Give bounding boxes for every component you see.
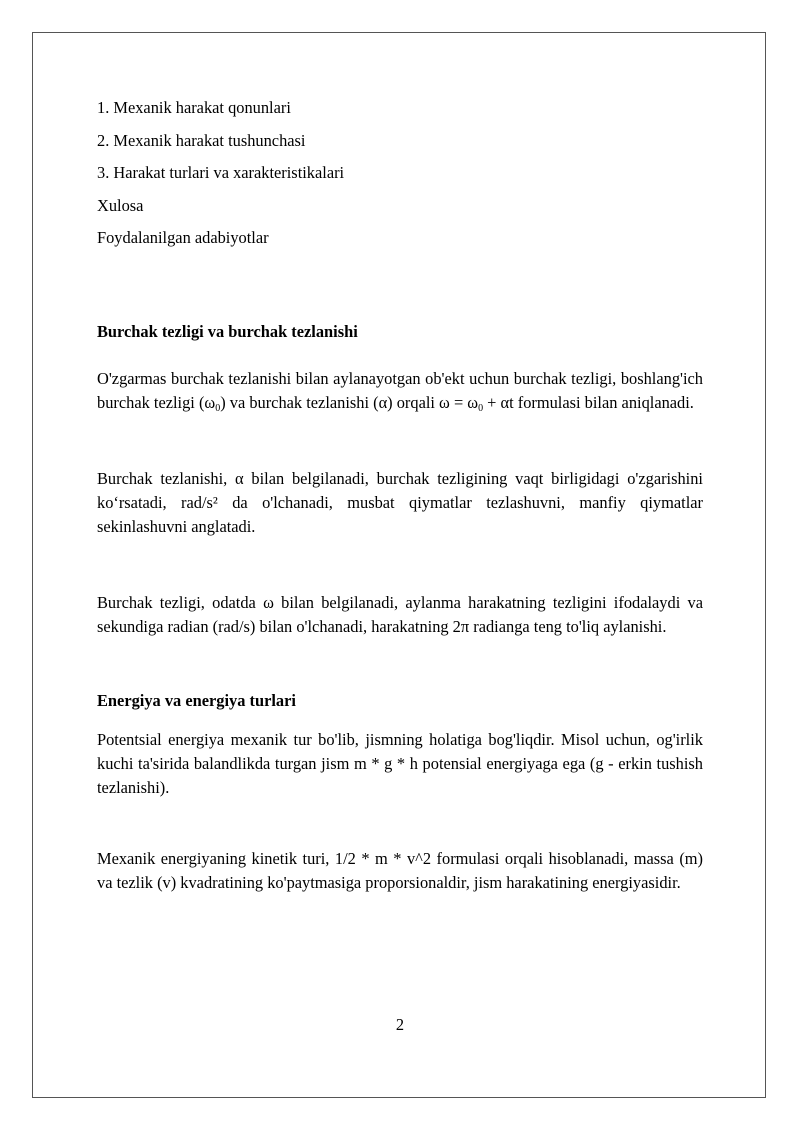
paragraph <box>97 367 703 415</box>
text-run: O'zgarmas burchak tezlanishi bilan aylanayotgan ob'ekt uchun burchak tezligi, boshlang'ich burchak tezligi (ω <box>97 369 703 412</box>
subscript: 0 <box>215 403 221 414</box>
paragraph: Burchak tezlanishi, α bilan belgilanadi, burchak tezligining vaqt birligidagi o'zgarishini koʻrsatadi, rad/s² da o'lchanadi, musbat qiymatlar tezlashuvni, manfiy qiymatlar sekinlashuvni anglatadi. <box>97 469 703 536</box>
subscript: 0 <box>478 403 484 414</box>
page-number: 2 <box>395 1015 405 1034</box>
toc-item: 1. Mexanik harakat qonunlari <box>97 98 291 117</box>
paragraph: Potentsial energiya mexanik tur bo'lib, jismning holatiga bog'liqdir. Misol uchun, og'irlik kuchi ta'sirida balandlikda turgan jism m * g * h potensial energiyaga ega (g - erkin tushish tezlanishi). <box>97 730 703 797</box>
text-run: + αt formulasi bilan aniqlanadi. <box>483 393 694 412</box>
toc-item: Xulosa <box>97 195 144 215</box>
document-body <box>97 96 703 895</box>
paragraph: Burchak tezligi, odatda ω bilan belgilanadi, aylanma harakatning tezligini ifodalaydi va sekundiga radian (rad/s) bilan o'lchanadi, harakatning 2π radianga teng to'liq aylanishi. <box>97 593 703 636</box>
paragraph: Mexanik energiyaning kinetik turi, 1/2 * m * v^2 formulasi orqali hisoblanadi, massa (m) va tezlik (v) kvadratining ko'paytmasiga proporsionaldir, jism harakatining energiyasidir. <box>97 849 703 892</box>
text-run: ) va burchak tezlanishi (α) orqali ω = ω <box>220 393 479 412</box>
table-of-contents <box>97 96 703 250</box>
toc-item: Foydalanilgan adabiyotlar <box>97 228 269 247</box>
toc-item: 3. Harakat turlari va xarakteristikalari <box>97 163 345 182</box>
section-heading: Energiya va energiya turlari <box>97 691 296 710</box>
section-heading: Burchak tezligi va burchak tezlanishi <box>97 322 358 341</box>
toc-item: 2. Mexanik harakat tushunchasi <box>97 130 306 150</box>
